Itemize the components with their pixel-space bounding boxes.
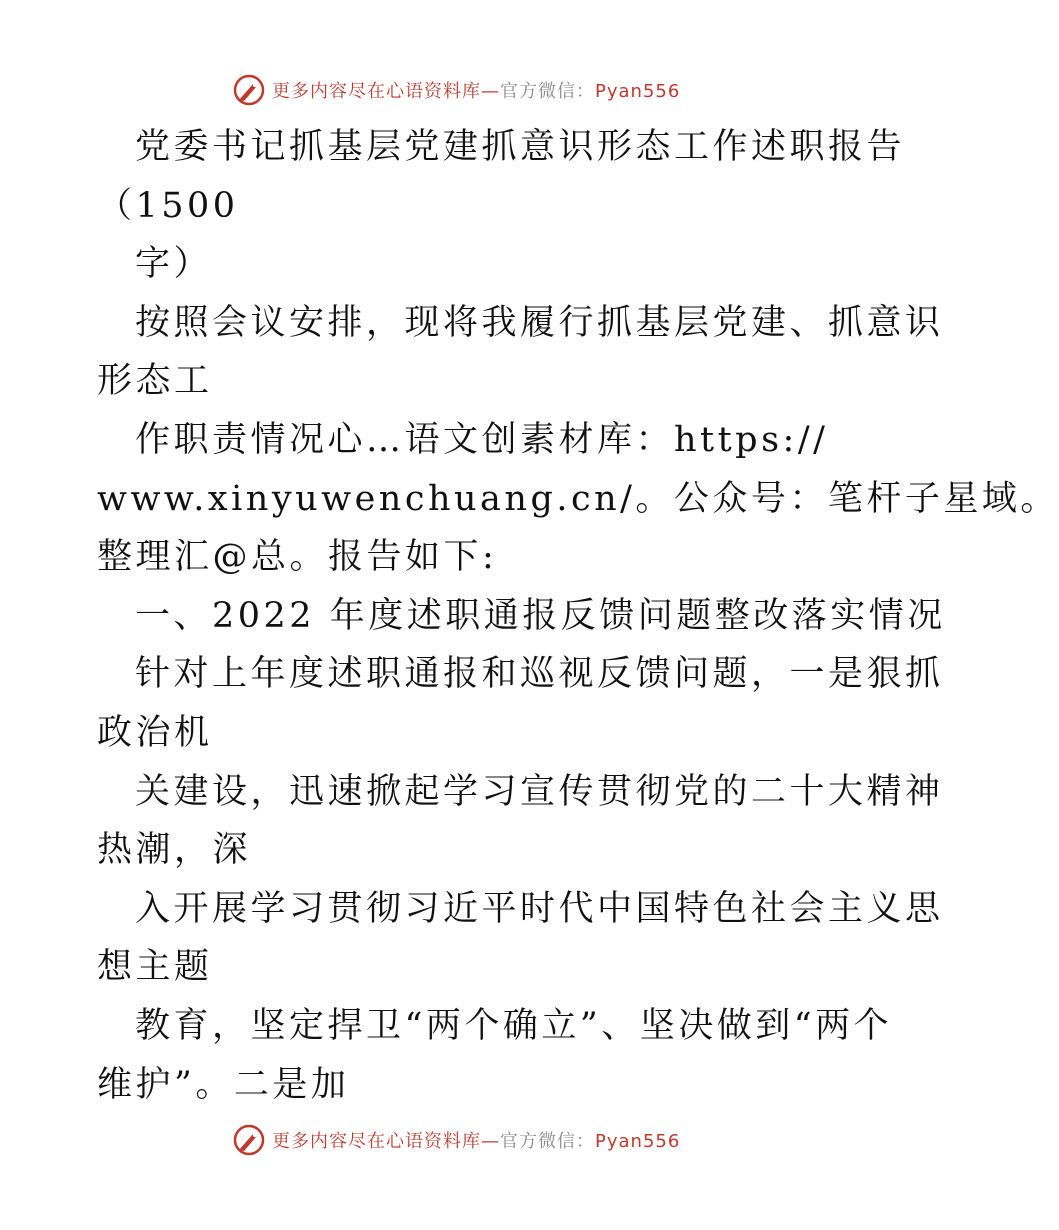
doc-section-heading: 一、2022 年度述职通报反馈问题整改落实情况 [135, 595, 946, 636]
doc-text-line: 教育，坚定捍卫“两个确立”、坚决做到“两个 [135, 1005, 893, 1046]
banner-wechat-id: Pyan556 [595, 81, 681, 102]
doc-text-line: 关建设，迅速掀起学习宣传贯彻党的二十大精神 [135, 771, 944, 812]
banner-text [272, 1127, 680, 1153]
doc-text-line: 维护”。二是加 [97, 1064, 350, 1105]
doc-text-line: 针对上年度述职通报和巡视反馈问题，一是狠抓 [135, 654, 944, 695]
doc-text-line: 形态工 [97, 361, 213, 402]
banner-official-label: 官方微信： [500, 1131, 595, 1152]
doc-text-line: www.xinyuwenchuang.cn/。公众号：笔杆子星域。 [97, 478, 1059, 519]
doc-text-line: 作职责情况心…语文创素材库：https:// [135, 419, 829, 460]
banner-dash: — [481, 1131, 500, 1152]
doc-title-line-2: （1500 [97, 185, 239, 226]
pen-nib-circle-icon [232, 1123, 266, 1157]
banner-dash: — [481, 81, 500, 102]
document-body [97, 118, 1059, 1114]
header-watermark-banner [232, 70, 752, 110]
banner-official-label: 官方微信： [500, 81, 595, 102]
banner-main-text: 更多内容尽在心语资料库 [272, 1131, 481, 1152]
doc-text-line: 热潮，深 [97, 830, 252, 871]
doc-text-line: 按照会议安排，现将我履行抓基层党建、抓意识 [135, 302, 944, 343]
doc-text-line: 想主题 [97, 947, 213, 988]
doc-text-line: 整理汇@总。报告如下: [97, 537, 498, 578]
banner-wechat-id: Pyan556 [595, 1131, 681, 1152]
banner-text [272, 77, 680, 103]
pen-nib-circle-icon [232, 73, 266, 107]
doc-text-line: 政治机 [97, 712, 213, 753]
doc-text-line: 入开展学习贯彻习近平时代中国特色社会主义思 [135, 888, 944, 929]
footer-watermark-banner [232, 1120, 752, 1160]
doc-title-line-1: 党委书记抓基层党建抓意识形态工作述职报告 [135, 127, 906, 167]
banner-main-text: 更多内容尽在心语资料库 [272, 81, 481, 102]
doc-title-line-3: 字） [135, 244, 213, 285]
